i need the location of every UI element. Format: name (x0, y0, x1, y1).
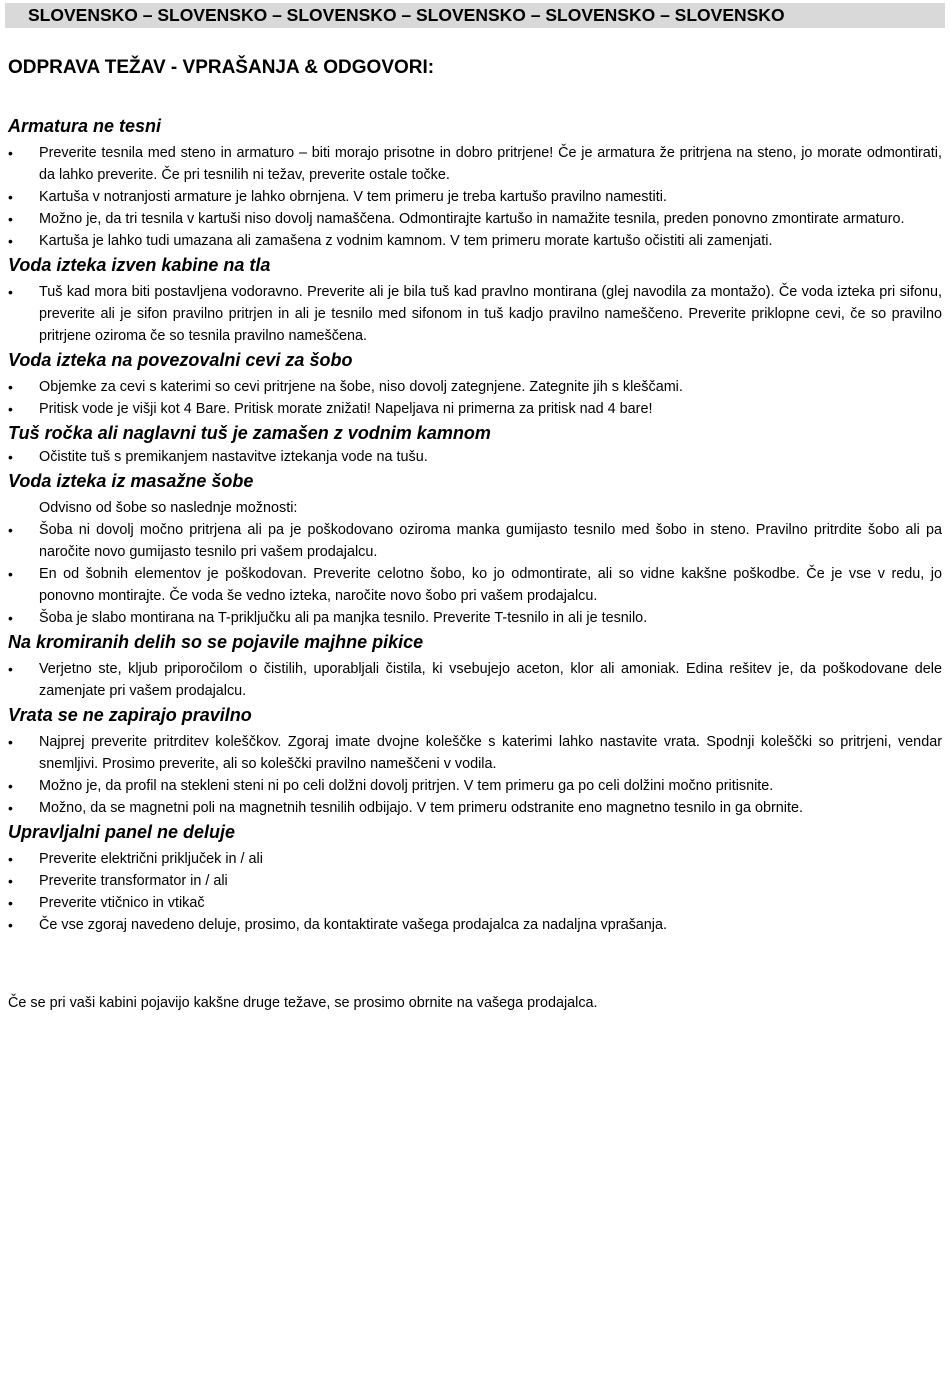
bullet-list (8, 658, 942, 702)
list-item: • Preverite električni priključek in / ali (8, 848, 942, 870)
list-item: • Preverite vtičnico in vtikač (8, 892, 942, 914)
list-item: • Tuš kad mora biti postavljena vodoravno. Preverite ali je bila tuš kad pravlno montirana (glej navodila za montažo). Če voda izteka pri sifonu, preverite ali je sifon pravilno pritrjen in ali je tesnilo med sifonom in tuš kadjo pravilno nameščeno. Preverite priklopne cevi, če so pravilno pritrjene oziroma če so tesnila pravilno nameščena. (8, 281, 942, 347)
faq-section (8, 819, 942, 936)
bullet-list (8, 446, 942, 468)
section-heading: Tuš ročka ali naglavni tuš je zamašen z vodnim kamnom (8, 423, 491, 443)
bullet-list (8, 497, 942, 629)
section-heading: Voda izteka izven kabine na tla (8, 255, 271, 275)
section-heading: Armatura ne tesni (8, 116, 162, 136)
section-heading: Upravljalni panel ne deluje (8, 822, 236, 842)
faq-section (8, 252, 942, 347)
list-item: • Kartuša v notranjosti armature je lahko obrnjena. V tem primeru je treba kartušo pravilno namestiti. (8, 186, 942, 208)
section-heading: Vrata se ne zapirajo pravilno (8, 705, 252, 725)
section-heading: Voda izteka na povezovalni cevi za šobo (8, 350, 353, 370)
list-item: • Če vse zgoraj navedeno deluje, prosimo, da kontaktirate vašega prodajalca za nadaljna vprašanja. (8, 914, 942, 936)
list-item: • En od šobnih elementov je poškodovan. Preverite celotno šobo, ko jo odmontirate, ali so vidne kakšne poškodbe. Če je vse v redu, jo ponovno montirajte. Če voda še vedno izteka, naročite novo šobo pri vašem prodajalcu. (8, 563, 942, 607)
bullet-list (8, 848, 942, 936)
list-item: • Možno je, da profil na stekleni steni ni po celi dolžni dovolj pritrjen. V tem primeru ga po celi dolžini močno pritisnite. (8, 775, 942, 797)
list-item: • Kartuša je lahko tudi umazana ali zamašena z vodnim kamnom. V tem primeru morate kartušo očistiti ali zamenjati. (8, 230, 942, 252)
list-item: • Objemke za cevi s katerimi so cevi pritrjene na šobe, niso dovolj zategnjene. Zategnite jih s kleščami. (8, 376, 942, 398)
list-item: • Očistite tuš s premikanjem nastavitve iztekanja vode na tušu. (8, 446, 942, 468)
list-item: • Možno, da se magnetni poli na magnetnih tesnilih odbijajo. V tem primeru odstranite eno magnetno tesnilo in ga obrnite. (8, 797, 942, 819)
list-item: • Šoba je slabo montirana na T-priključku ali pa manjka tesnilo. Preverite T-tesnilo in ali je tesnilo. (8, 607, 942, 629)
faq-content (8, 113, 942, 936)
list-item: • Možno je, da tri tesnila v kartuši niso dovolj namaščena. Odmontirajte kartušo in namažite tesnila, preden ponovno zmontirate armaturo. (8, 208, 942, 230)
bullet-list (8, 376, 942, 420)
language-banner: SLOVENSKO – SLOVENSKO – SLOVENSKO – SLOVENSKO – SLOVENSKO – SLOVENSKO (5, 3, 945, 28)
document-title: ODPRAVA TEŽAV - VPRAŠANJA & ODGOVORI: (8, 57, 435, 78)
list-item: • Preverite tesnila med steno in armaturo – biti morajo prisotne in dobro pritrjene! Če je armatura že pritrjena na steno, jo morate odmontirati, da lahko preverite. Če pri tesnilih ni težav, preverite ostale točke. (8, 142, 942, 186)
faq-section (8, 468, 942, 629)
list-item: • Preverite transformator in / ali (8, 870, 942, 892)
faq-section (8, 629, 942, 702)
faq-section (8, 347, 942, 420)
bullet-list (8, 142, 942, 252)
faq-section (8, 113, 942, 252)
list-item: • Verjetno ste, kljub priporočilom o čistilih, uporabljali čistila, ki vsebujejo aceton, klor ali amoniak. Edina rešitev je, da poškodovane dele zamenjate pri vašem prodajalcu. (8, 658, 942, 702)
list-item: • Pritisk vode je višji kot 4 Bare. Pritisk morate znižati! Napeljava ni primerna za pritisk nad 4 bare! (8, 398, 942, 420)
section-heading: Na kromiranih delih so se pojavile majhne pikice (8, 632, 424, 652)
section-heading: Voda izteka iz masažne šobe (8, 471, 254, 491)
list-item: • Šoba ni dovolj močno pritrjena ali pa je poškodovano oziroma manka gumijasto tesnilo med šobo in steno. Pravilno pritrdite šobo ali pa naročite novo gumijasto tesnilo pri vašem prodajalcu. (8, 519, 942, 563)
closing-note: Če se pri vaši kabini pojavijo kakšne druge težave, se prosimo obrnite na vašega prodajalca. (8, 995, 598, 1011)
list-item: • Najprej preverite pritrditev koleščkov. Zgoraj imate dvojne koleščke s katerimi lahko nastavite vrata. Spodnji koleščki so pritrjeni, vendar snemljivi. Prosimo preverite, ali so koleščki pravilno nameščeni v vodila. (8, 731, 942, 775)
faq-section (8, 702, 942, 819)
section-intro: Odvisno od šobe so naslednje možnosti: (39, 500, 298, 516)
bullet-list (8, 281, 942, 347)
faq-section (8, 420, 942, 468)
bullet-list (8, 731, 942, 819)
